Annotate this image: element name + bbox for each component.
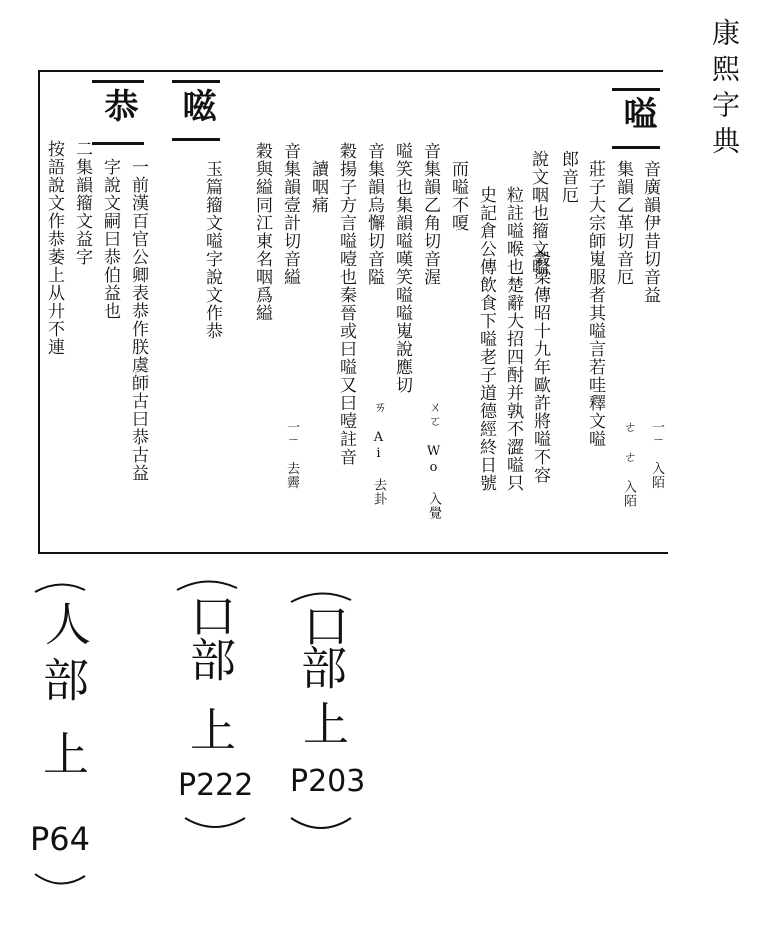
top-rule: [38, 70, 663, 72]
entry-head-wu: 嗌: [617, 96, 657, 130]
note-paren-bottom: [30, 868, 90, 892]
entry-column: 音集韻烏懈切音隘: [364, 142, 384, 286]
note-text: 部: [36, 656, 90, 702]
entry-head-bracket: [612, 146, 660, 149]
entry-column: 粒註嗌喉也楚辭大招四酎并孰不澀嗌只: [503, 186, 523, 492]
note-text: P203: [290, 764, 366, 799]
entry-head-bracket: [92, 80, 144, 83]
entry-head-ai: 恭: [98, 88, 138, 122]
note-text: 人: [38, 600, 92, 646]
entry-head-bracket: [612, 88, 660, 91]
entry-column: 說文咽也籀文嗌: [528, 150, 548, 276]
note-text: 上: [183, 706, 237, 752]
entry-column: 讀咽痛: [308, 160, 328, 214]
entry-head-bracket: [172, 138, 220, 141]
reading-annotation: ㄨㄛ Wo 入覺: [426, 400, 441, 520]
note-text: 口: [296, 602, 350, 648]
entry-head-bracket: [172, 80, 220, 83]
entry-column: 音集韻乙角切音渥: [420, 142, 440, 286]
entry-column: 史記倉公傳飲食下嗌老子道德經終日號: [476, 186, 496, 492]
note-paren-top: [172, 572, 242, 594]
note-text: P222: [178, 768, 254, 803]
page-title: 康熙字典: [708, 18, 741, 162]
reading-annotation: ㄜ ㄜ 入陌: [621, 420, 636, 508]
reading-annotation: 一ㄧ 去霽: [284, 420, 299, 490]
entry-column: 郎音厄: [558, 150, 578, 204]
entry-column: 二集韻籀文益字: [72, 140, 92, 266]
note-text: 部: [183, 636, 237, 682]
entry-column: 音廣韻伊昔切音益: [640, 160, 660, 304]
entry-column: 玉篇籀文嗌字說文作恭: [202, 160, 222, 340]
note-text: 上: [36, 730, 90, 776]
note-text: 上: [296, 700, 350, 746]
note-paren-top: [30, 576, 90, 596]
bottom-rule: [38, 552, 668, 554]
entry-column: 嗌笑也集韻嗌嘆笑嗌嗌嵬說應切: [392, 142, 412, 394]
entry-column: 一前漢百官公卿表恭作朕虞師古曰恭古益: [128, 158, 148, 482]
note-paren-bottom: [180, 810, 250, 836]
entry-head-ji: 嗞: [176, 88, 216, 122]
entry-column: 音集韻壹計切音縊: [280, 142, 300, 286]
entry-column: 穀揚子方言嗌噎也秦晉或曰嗌又曰噎註音: [336, 142, 356, 466]
entry-column: 穀與縊同江東名咽爲縊: [252, 142, 272, 322]
note-paren-bottom: [286, 810, 356, 840]
reading-annotation: ㄞ Ai 去卦: [371, 400, 386, 506]
note-text: 口: [183, 592, 237, 638]
note-text: 部: [294, 644, 348, 690]
entry-column: 集韻乙革切音厄: [613, 160, 633, 286]
entry-column: 莊子大宗師嵬服者其嗌言若哇釋文嗌: [585, 160, 605, 448]
left-rule: [38, 70, 40, 554]
reading-annotation: 一ㄧ 入陌: [649, 420, 664, 490]
entry-column: 字說文嗣曰恭伯益也: [100, 158, 120, 320]
entry-column: 按語說文作恭萎上从廾不連: [44, 140, 64, 356]
note-text: P64: [30, 820, 91, 858]
entry-column: 穀梁傳昭十九年歐許將嗌不容: [530, 250, 550, 484]
entry-column: 而嗌不嗄: [448, 160, 468, 232]
entry-head-bracket: [92, 142, 144, 145]
